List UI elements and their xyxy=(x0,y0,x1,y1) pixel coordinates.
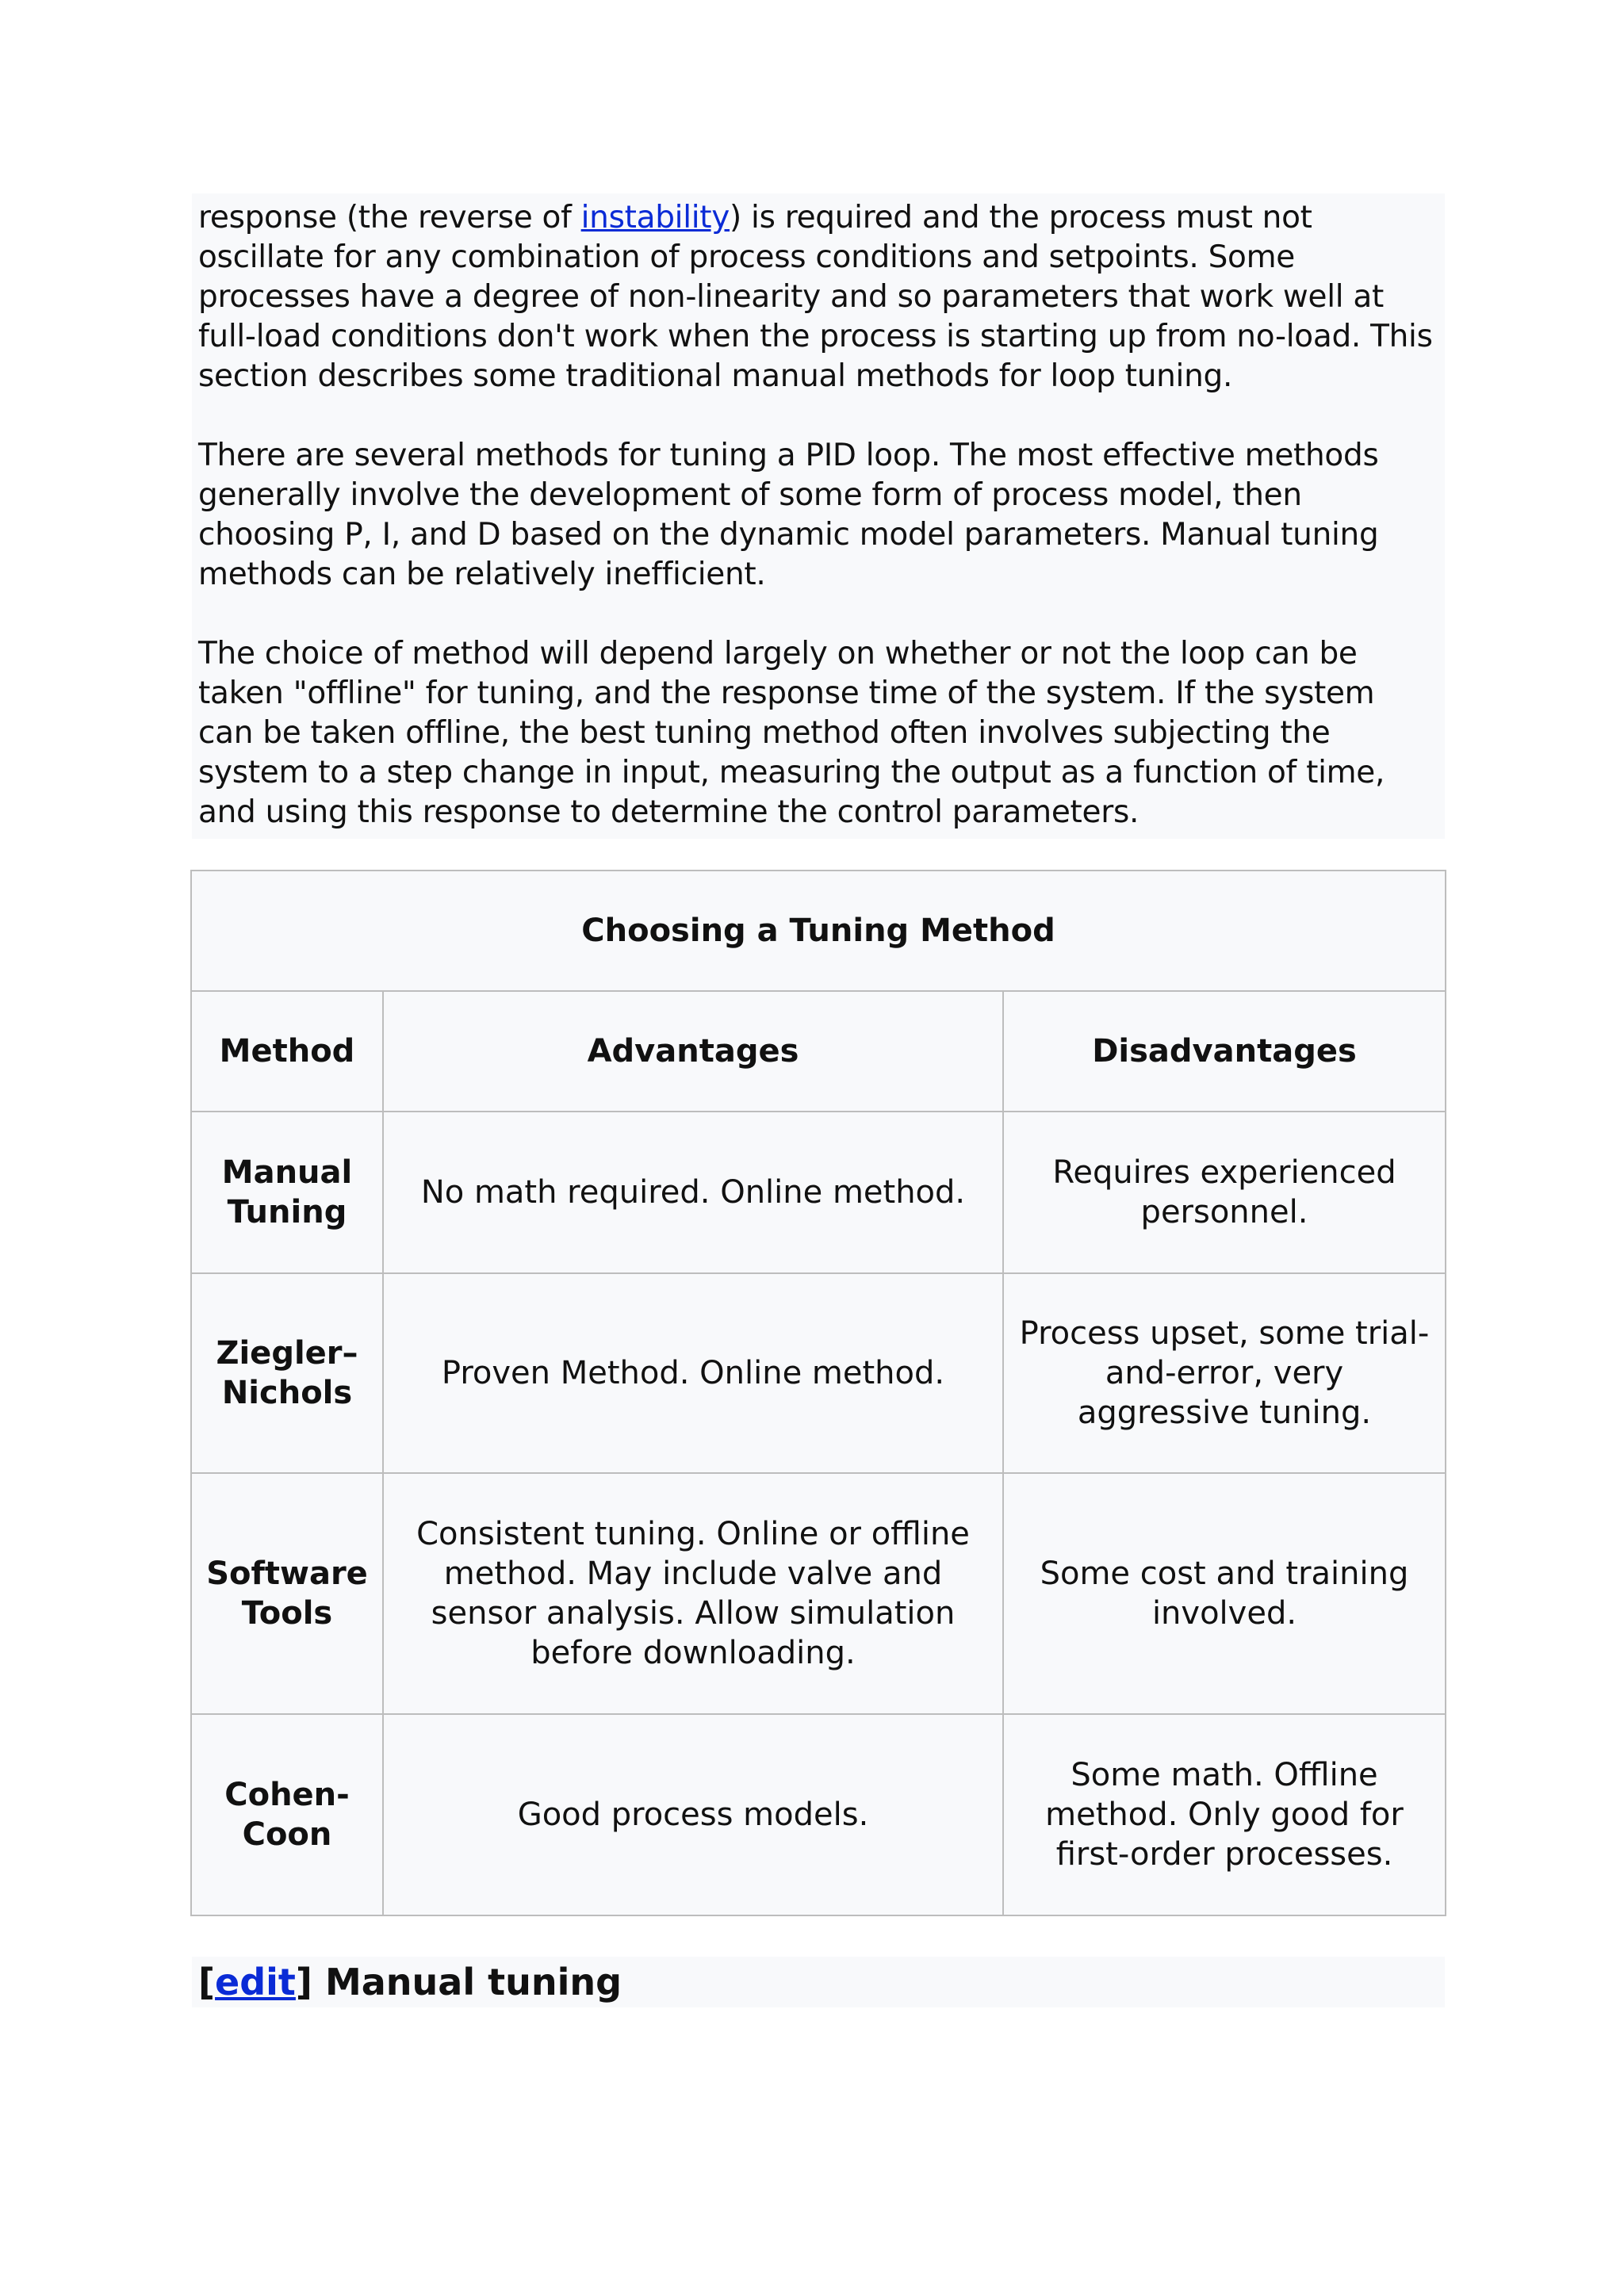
table-row xyxy=(191,1473,1446,1714)
heading-bracket-close: ] xyxy=(295,1961,312,2003)
tuning-method-table xyxy=(190,870,1446,1916)
method-cell: Cohen-Coon xyxy=(191,1714,383,1915)
table-caption: Choosing a Tuning Method xyxy=(191,871,1446,991)
method-cell: Ziegler–Nichols xyxy=(191,1273,383,1473)
edit-link[interactable]: edit xyxy=(215,1961,296,2003)
paragraph-3: The choice of method will depend largely on whether or not the loop can be taken "offline" for tuning, and the response time of the system. If the system can be taken offline, the best tuning method often involves subjecting the system to a step change in input, measuring the output as a function of time, and using this response to determine the control parameters. xyxy=(198,636,1385,830)
disadvantages-cell: Requires experienced personnel. xyxy=(1003,1112,1446,1273)
table-row xyxy=(191,1273,1446,1473)
method-cell: Manual Tuning xyxy=(191,1112,383,1273)
section-title: Manual tuning xyxy=(324,1961,622,2003)
table-caption-row xyxy=(191,871,1446,991)
heading-bracket-open: [ xyxy=(198,1961,216,2003)
table-row xyxy=(191,1112,1446,1273)
disadvantages-cell: Process upset, some trial-and-error, very aggressive tuning. xyxy=(1003,1273,1446,1473)
table-row xyxy=(191,1714,1446,1915)
paragraph-2: There are several methods for tuning a PID loop. The most effective methods generally involve the development of some form of process model, then choosing P, I, and D based on the dynamic model parameters. Manual tuning methods can be relatively inefficient. xyxy=(198,438,1379,592)
intro-text-block xyxy=(192,193,1445,839)
disadvantages-cell: Some cost and training involved. xyxy=(1003,1473,1446,1714)
method-cell: Software Tools xyxy=(191,1473,383,1714)
advantages-cell: Proven Method. Online method. xyxy=(383,1273,1003,1473)
paragraph-1-start: response (the reverse of xyxy=(198,200,581,235)
disadvantages-cell: Some math. Offline method. Only good for first-order processes. xyxy=(1003,1714,1446,1915)
advantages-cell: No math required. Online method. xyxy=(383,1112,1003,1273)
paragraph-1-rest: ) is required and the process must not oscillate for any combination of process conditions and setpoints. Some processes have a degree of non-linearity and so parameters that work well at full-load conditions don't work when the process is starting up from no-load. This section describes some traditional manual methods for loop tuning. xyxy=(198,200,1433,394)
header-advantages: Advantages xyxy=(383,991,1003,1112)
table-header-row xyxy=(191,991,1446,1112)
advantages-cell: Good process models. xyxy=(383,1714,1003,1915)
paragraph-1 xyxy=(198,198,1438,396)
instability-link[interactable]: instability xyxy=(580,200,730,235)
article-body xyxy=(192,193,1445,839)
advantages-cell: Consistent tuning. Online or offline method. May include valve and sensor analysis. Allow simulation before downloading. xyxy=(383,1473,1003,1714)
header-disadvantages: Disadvantages xyxy=(1003,991,1446,1112)
section-heading-manual-tuning xyxy=(192,1957,1445,2007)
header-method: Method xyxy=(191,991,383,1112)
